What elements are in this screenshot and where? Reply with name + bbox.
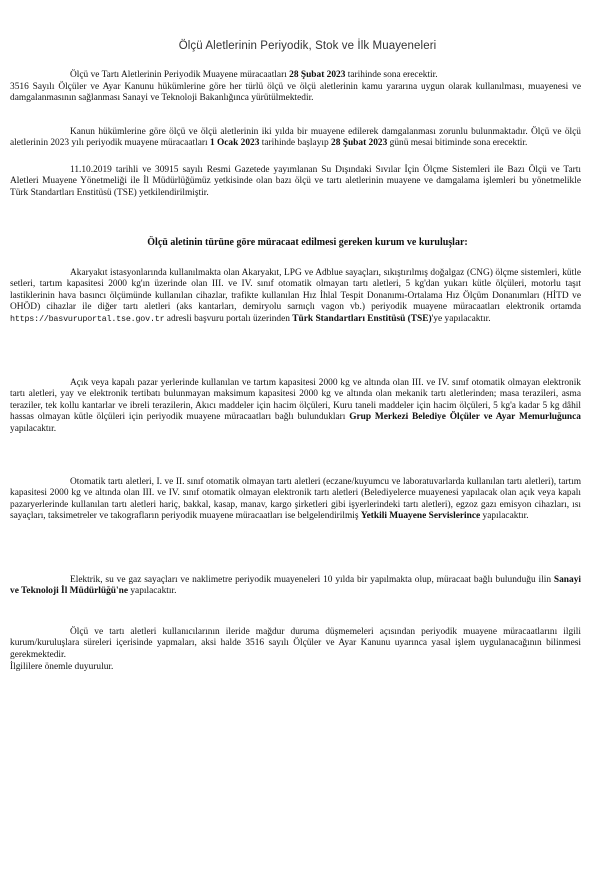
portal-url[interactable]: https://basvuruportal.tse.gov.tr: [10, 313, 165, 324]
paragraph-tse: Akaryakıt istasyonlarında kullanılmakta olan Akaryakıt, LPG ve Adblue sayaçları, sıkıştırılmış doğalgaz (CNG) ölçme sistemleri, kütle setleri, tartım kapasitesi 2000 kg'ın üzerinde olan III. ve IV. sınıf otomatik olmayan tartı aletleri, 5 kg'dan yukarı kütle ölçüleri, motorlu taşıt lastiklerinin hava basıncı ölçümünde kullanılan cihazlar, trafikte kullanılan Hız İhlal Tespit Donanımı-Ortalama Hız Ölçüm Donanımları (HİTD ve OHÖD) cihazlar ile diğer tartı aletleri (aks kantarları, demiryolu sarnıçlı vagon vb.) periyodik muayene müracaatları elektronik ortamda https://basvuruportal.tse.gov.tr adresli başvuru portalı üzerinden Türk Standartları Enstitüsü (TSE)'ye yapılacaktır.: [10, 268, 581, 324]
paragraph-law: 3516 Sayılı Ölçüler ve Ayar Kanunu hükümlerine göre her türlü ölçü ve ölçü aletlerinin kamu yararına uygun olarak kullanılması, muayenesi ve damgalanmasının sağlanması Sanayi ve Teknoloji Bakanlığınca yürütülmektedir.: [10, 82, 581, 104]
section-heading: Ölçü aletinin türüne göre müracaat edilmesi gereken kurum ve kuruluşlar:: [147, 237, 468, 248]
end-date: 28 Şubat 2023: [331, 138, 388, 149]
authorized-service: Yetkili Muayene Servislerince: [360, 511, 481, 522]
document-title: Ölçü Aletlerinin Periyodik, Stok ve İlk Muayeneleri: [178, 40, 437, 52]
paragraph-service: Otomatik tartı aletleri, I. ve II. sınıf otomatik olmayan tartı aletleri (eczane/kuyumcu ve laboratuvarlarda kullanılan tartı aletleri), tartım kapasitesi 2000 kg ve altında olan III. ve IV. sınıf otomatik olmayan elektronik tartı aletleri (Belediyelerce muayenesi yapılacak olan açık veya kapalı pazaryerlerinde kullanılan tartı aletleri hariç, bakkal, kasap, manav, kargo şirketleri gibi işyerlerindeki tartı aletleri), egzoz gazı emisyon cihazları, ısı sayaçları, taksimetreler ve takografların periyodik muayene müracaatları ise belgelendirilmiş Yetkili Muayene Servislerince yapılacaktır.: [10, 477, 581, 522]
paragraph-schedule: Kanun hükümlerine göre ölçü ve ölçü aletlerinin iki yılda bir muayene edilerek damgalanması zorunlu bulunmaktadır. Ölçü ve ölçü aletlerinin 2023 yılı periyodik muayene müracaatları 1 Ocak 2023 tarihinde başlayıp 28 Şubat 2023 günü mesai bitiminde sona erecektir.: [10, 127, 581, 149]
paragraph-deadline: Ölçü ve Tartı Aletlerinin Periyodik Muayene müracaatları 28 Şubat 2023 tarihinde sona erecektir.: [70, 70, 438, 80]
paragraph-warning: Ölçü ve tartı aletleri kullanıcılarının ileride mağdur duruma düşmemeleri açısından periyodik muayene müracaatlarını ilgili kurum/kuruluşlara süreleri içerisinde yapmaları, aksi halde 3516 sayılı Ölçüler ve Ayar Kanunu uyarınca yasal işlem uygulanacağının bilinmesi gerekmektedir.: [10, 627, 581, 660]
provincial-directorate: Sanayi ve Teknoloji İl Müdürlüğü'ne: [10, 575, 581, 597]
tse-name: Türk Standartları Enstitüsü (TSE): [292, 313, 432, 324]
municipality-office: Grup Merkezi Belediye Ölçüler ve Ayar Memurluğunca: [349, 412, 581, 423]
deadline-date: 28 Şubat 2023: [289, 70, 346, 80]
paragraph-meters: Elektrik, su ve gaz sayaçları ve naklimetre periyodik muayeneleri 10 yılda bir yapılmakta olup, müracaat bağlı bulunduğu ilin Sanayi ve Teknoloji İl Müdürlüğü'ne yapılacaktır.: [10, 575, 581, 597]
paragraph-municipality: Açık veya kapalı pazar yerlerinde kullanılan ve tartım kapasitesi 2000 kg ve altında olan III. ve IV. sınıf otomatik olmayan elektronik tartı aletleri, yay ve elektronik tertibatı bulunmayan maksimum kapasitesi 2000 kg ve altında olan mekanik tartı aletlerinden; masa terazileri, asma teraziler, tek kollu kantarlar ve ibreli terazilerin, Akıcı maddeler için hacim ölçüleri, Kuru taneli maddeler için hacim ölçüleri, 5 kg'a kadar 5 kg dâhil hassas olmayan kütle ölçüleri için periyodik muayene müracaatları bağlı bulundukları Grup Merkezi Belediye Ölçüler ve Ayar Memurluğunca yapılacaktır.: [10, 378, 581, 434]
start-date: 1 Ocak 2023: [209, 138, 260, 149]
paragraph-closing: İlgililere önemle duyurulur.: [10, 662, 114, 672]
paragraph-regulation: 11.10.2019 tarihli ve 30915 sayılı Resmi Gazetede yayımlanan Su Dışındaki Sıvılar İçin Ölçme Sistemleri ile Bazı Ölçü ve Tartı Aletleri Muayene Yönetmeliği ile İl Müdürlüğümüz yetkisinde olan bazı ölçü ve tartı aletlerinin muayene ve damgalama işlemleri bu yönetmelikle Türk Standartları Enstitüsü (TSE) yetkilendirilmiştir.: [10, 165, 581, 198]
